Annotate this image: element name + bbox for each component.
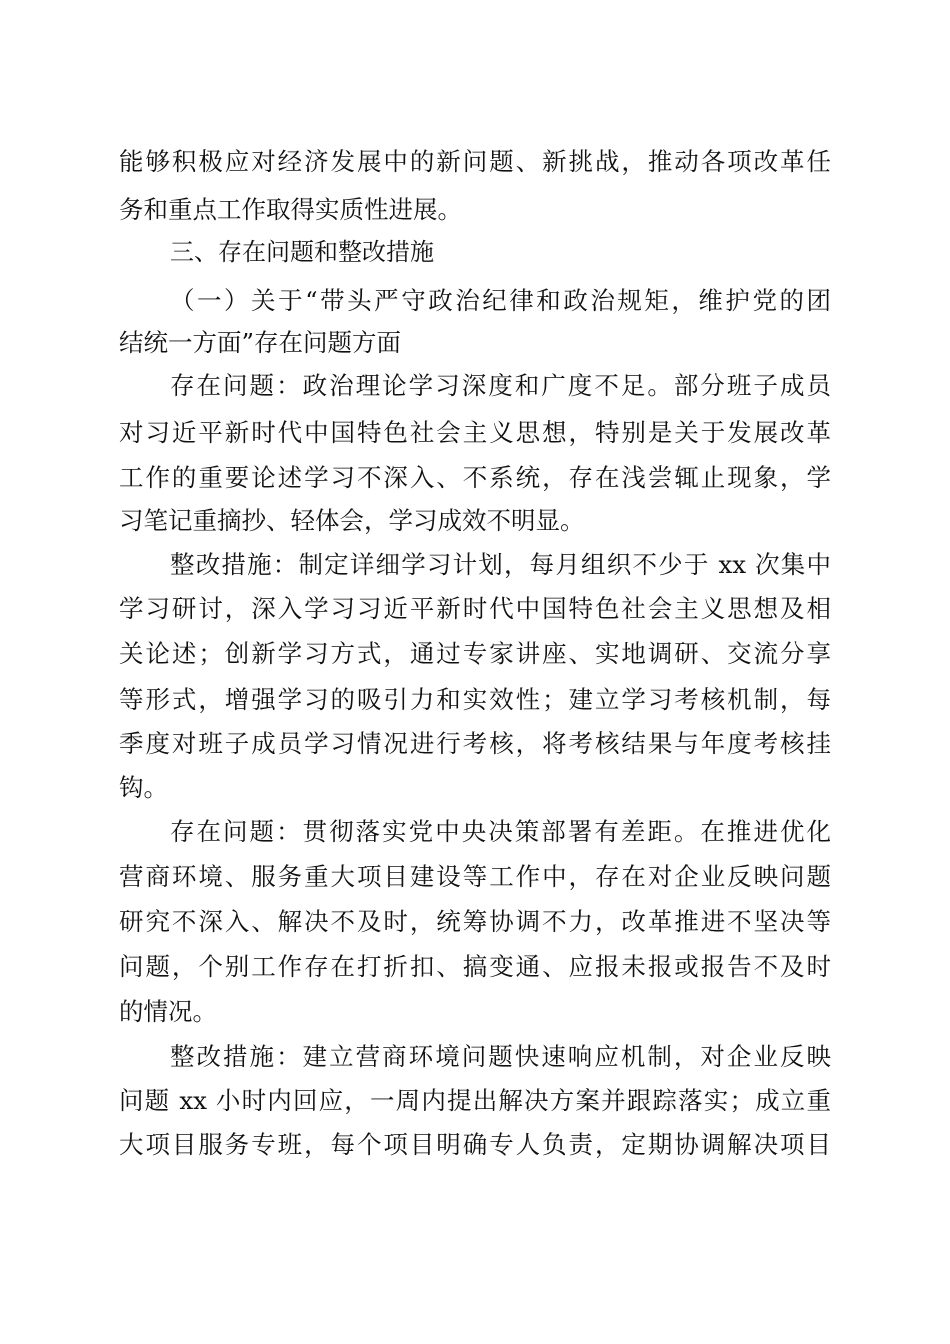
- body-text-line: 的情况。: [119, 997, 217, 1026]
- body-text-line: 关论述；创新学习方式，通过专家讲座、实地调研、交流分享: [119, 639, 831, 668]
- body-text-line: 能够积极应对经济发展中的新问题、新挑战，推动各项改革任: [119, 147, 831, 176]
- section-heading: 三、存在问题和整改措施: [170, 238, 434, 266]
- subsection-heading: 结统一方面”存在问题方面: [119, 328, 402, 357]
- body-text-line: 存在问题：贯彻落实党中央决策部署有差距。在推进优化: [170, 817, 831, 846]
- body-text-line: 存在问题：政治理论学习深度和广度不足。部分班子成员: [170, 371, 831, 400]
- body-text-line: 问题，个别工作存在打折扣、搞变通、应报未报或报告不及时: [119, 952, 831, 981]
- body-text-line: 营商环境、服务重大项目建设等工作中，存在对企业反映问题: [119, 862, 831, 891]
- body-text-line: 工作的重要论述学习不深入、不系统，存在浅尝辄止现象，学: [119, 463, 831, 492]
- body-text-line: 等形式，增强学习的吸引力和实效性；建立学习考核机制，每: [119, 685, 831, 714]
- body-text-line: 整改措施：制定详细学习计划，每月组织不少于 xx 次集中: [170, 550, 831, 579]
- body-text-line: 习笔记重摘抄、轻体会，学习成效不明显。: [119, 506, 585, 535]
- body-text-line: 学习研讨，深入学习习近平新时代中国特色社会主义思想及相: [119, 594, 831, 623]
- body-text-line: 季度对班子成员学习情况进行考核，将考核结果与年度考核挂: [119, 729, 831, 758]
- subsection-heading: （一）关于“带头严守政治纪律和政治规矩，维护党的团: [170, 286, 831, 315]
- body-text-line: 务和重点工作取得实质性进展。: [119, 195, 462, 224]
- body-text-line: 整改措施：建立营商环境问题快速响应机制，对企业反映: [170, 1042, 831, 1071]
- body-text-line: 问题 xx 小时内回应，一周内提出解决方案并跟踪落实；成立重: [119, 1086, 831, 1115]
- body-text-line: 对习近平新时代中国特色社会主义思想，特别是关于发展改革: [119, 418, 831, 447]
- body-text-line: 钩。: [119, 773, 168, 802]
- body-text-line: 大项目服务专班，每个项目明确专人负责，定期协调解决项目: [119, 1130, 831, 1159]
- body-text-line: 研究不深入、解决不及时，统筹协调不力，改革推进不坚决等: [119, 907, 831, 936]
